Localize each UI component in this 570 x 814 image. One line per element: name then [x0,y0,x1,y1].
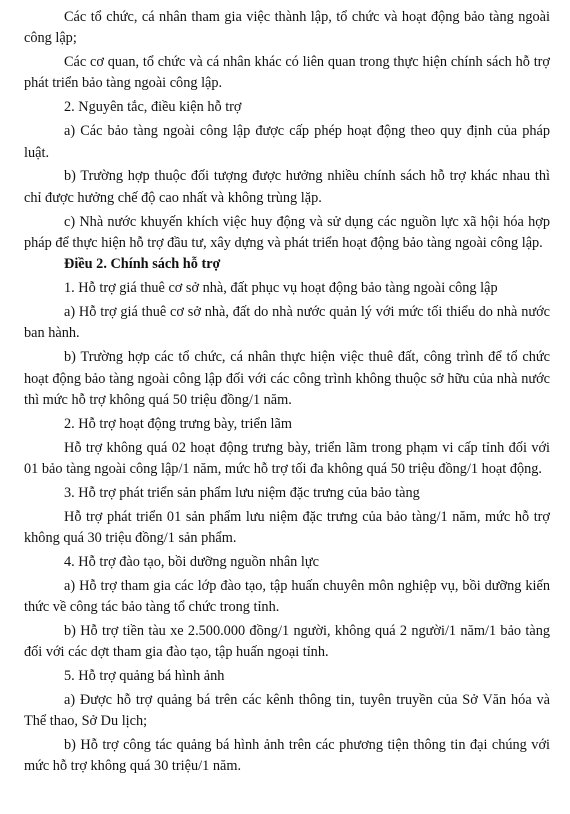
section-heading-souvenir: 3. Hỗ trợ phát triển sản phẩm lưu niệm đặc trưng của bảo tàng [64,484,420,501]
section-heading-exhibition: 2. Hỗ trợ hoạt động trưng bày, triển lãm [64,415,292,432]
paragraph-promotion-b: b) Hỗ trợ công tác quảng bá hình ảnh trên các phương tiện thông tin đại chúng với mức hỗ trợ không quá 30 triệu/1 năm. [24,737,550,775]
paragraph-promotion-a: a) Được hỗ trợ quảng bá trên các kênh thông tin, tuyên truyền của Sở Văn hóa và Thể thao, Sở Du lịch; [24,692,550,730]
paragraph-principle-c: c) Nhà nước khuyến khích việc huy động và sử dụng các nguồn lực xã hội hóa hợp pháp để thực hiện hỗ trợ đầu tư, xây dựng và phát triển hoạt động bảo tàng ngoài công lập. [24,213,550,251]
section-heading-rent-support: 1. Hỗ trợ giá thuê cơ sở nhà, đất phục vụ hoạt động bảo tàng ngoài công lập [64,280,498,297]
paragraph-principle-a: a) Các bảo tàng ngoài công lập được cấp phép hoạt động theo quy định của pháp luật. [24,123,550,161]
section-heading-promotion: 5. Hỗ trợ quảng bá hình ảnh [64,668,225,685]
paragraph-agencies: Các cơ quan, tổ chức và cá nhân khác có liên quan trong thực hiện chính sách hỗ trợ phát triển bảo tàng ngoài công lập. [24,54,550,92]
paragraph-training-b: b) Hỗ trợ tiền tàu xe 2.500.000 đồng/1 người, không quá 2 người/1 năm/1 bảo tàng đối với các dợt tham gia đào tạo, tập huấn ngoại tỉnh. [24,622,550,661]
paragraph-principle-b: b) Trường hợp thuộc đối tượng được hưởng nhiều chính sách hỗ trợ khác nhau thì chỉ được hưởng chế độ cao nhất và không trùng lặp. [24,168,550,206]
section-heading-principles: 2. Nguyên tắc, điều kiện hỗ trợ [64,99,242,116]
paragraph-souvenir: Hỗ trợ phát triển 01 sản phẩm lưu niệm đặc trưng của bảo tàng/1 năm, mức hỗ trợ không quá 30 triệu đồng/1 sản phẩm. [24,508,550,546]
paragraph-training-a: a) Hỗ trợ tham gia các lớp đào tạo, tập huấn chuyên môn nghiệp vụ, bồi dưỡng kiến thức về công tác bảo tàng tổ chức trong tỉnh. [24,577,550,616]
article-heading: Điều 2. Chính sách hỗ trợ [64,256,221,273]
paragraph-exhibition: Hỗ trợ không quá 02 hoạt động trưng bày, triển lãm trong phạm vi cấp tỉnh đối với 01 bảo tàng ngoài công lập/1 năm, mức hỗ trợ tối đa không quá 50 triệu đồng/1 hoạt động. [24,439,550,477]
paragraph-rent-b: b) Trường hợp các tổ chức, cá nhân thực hiện việc thuê đất, công trình để tổ chức hoạt động bảo tàng ngoài công lập đối với các công trình không thuộc sở hữu của nhà nước thì mức hỗ trợ không quá 50 triệu đồng/1 năm. [24,349,550,408]
paragraph-rent-a: a) Hỗ trợ giá thuê cơ sở nhà, đất do nhà nước quản lý với mức tối thiểu do nhà nước ban hành. [24,304,550,342]
paragraph-organizations: Các tổ chức, cá nhân tham gia việc thành lập, tổ chức và hoạt động bảo tàng ngoài công lập; [24,9,550,47]
section-heading-training: 4. Hỗ trợ đào tạo, bồi dưỡng nguồn nhân lực [64,553,319,570]
